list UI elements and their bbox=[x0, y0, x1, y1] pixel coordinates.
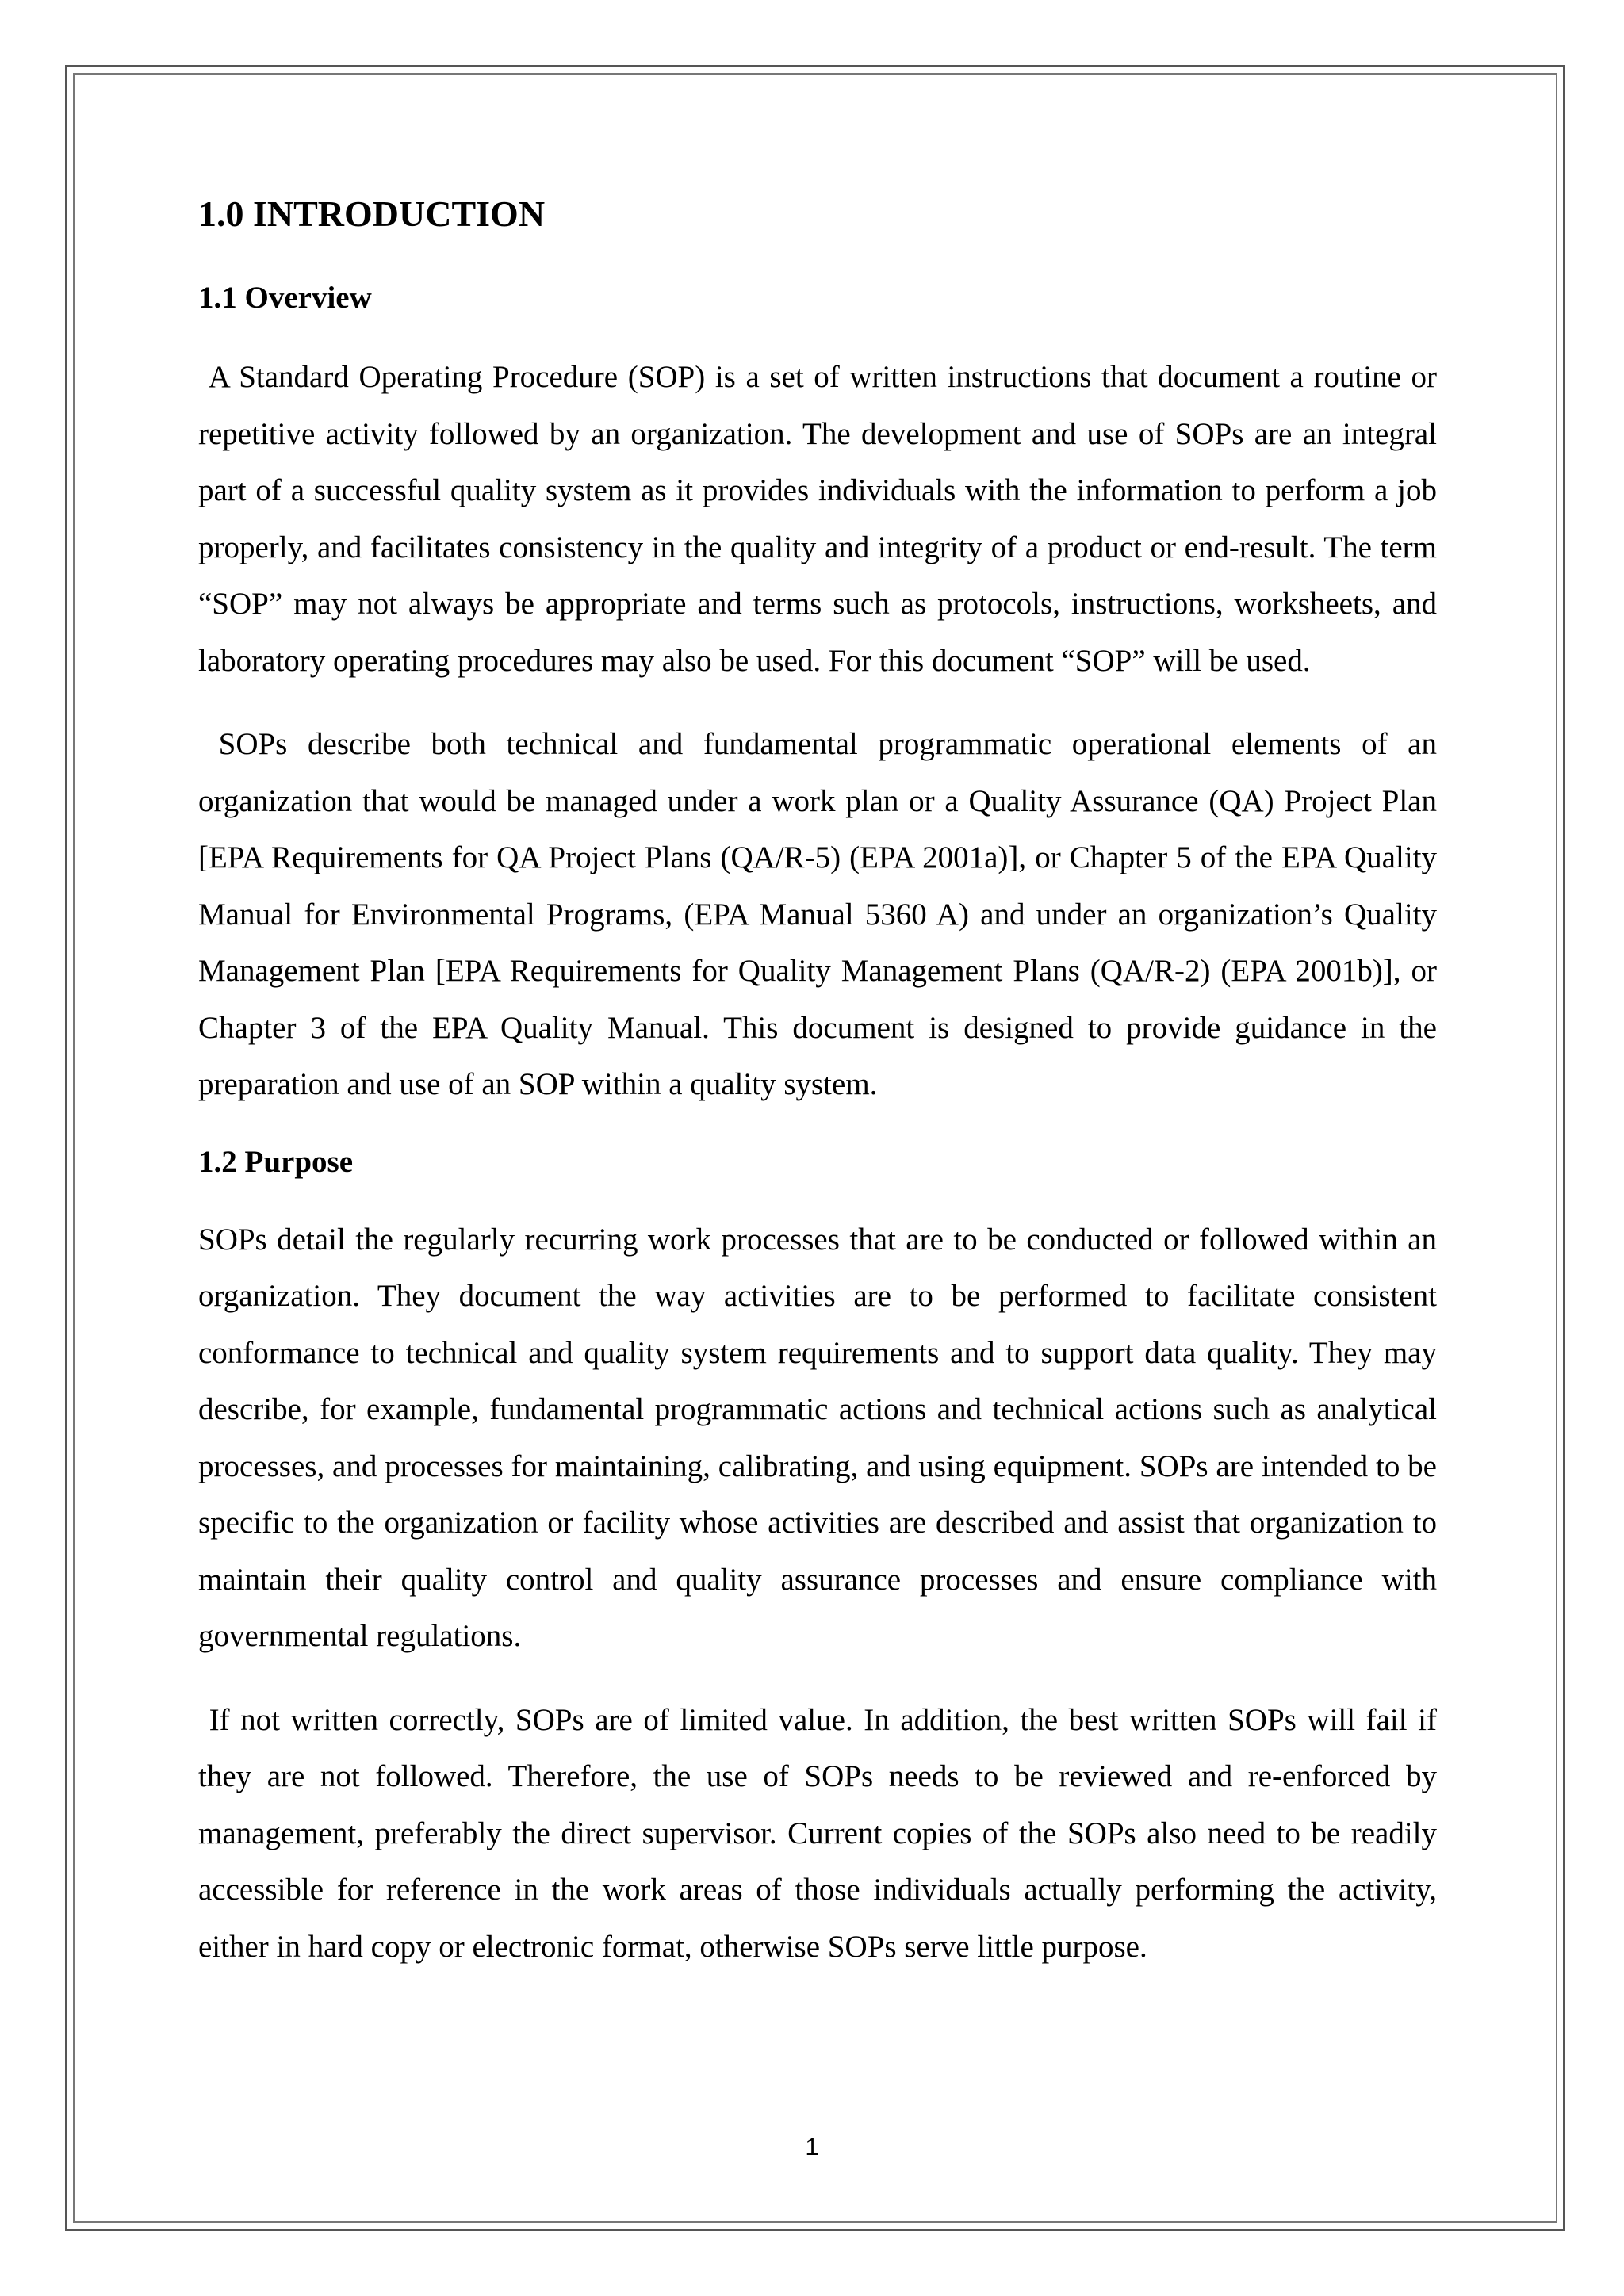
chapter-heading: 1.0 INTRODUCTION bbox=[198, 193, 546, 234]
purpose-paragraph-1: SOPs detail the regularly recurring work processes that are to be conducted or followed within an organization. They document the way activities are to be performed to facilitate consistent conformance to technical and quality system requirements and to support data quality. They may describe, for example, fundamental programmatic actions and technical actions such as analytical processes, and processes for maintaining, calibrating, and using equipment. SOPs are intended to be specific to the organization or facility whose activities are described and assist that organization to maintain their quality control and quality assurance processes and ensure compliance with governmental regulations. bbox=[198, 1222, 1445, 1653]
purpose-paragraph-2: If not written correctly, SOPs are of limited value. In addition, the best written SOPs will fail if they are not followed. Therefore, the use of SOPs needs to be reviewed and re-enforced by management, preferably the direct supervisor. Current copies of the SOPs also need to be readily accessible for reference in the work areas of those individuals actually performing the activity, either in hard copy or electronic format, otherwise SOPs serve little purpose. bbox=[198, 1702, 1445, 1964]
overview-paragraph-2: SOPs describe both technical and fundamental programmatic operational elements of an organization that would be managed under a work plan or a Quality Assurance (QA) Project Plan [EPA Requirements for QA Project Plans (QA/R-5) (EPA 2001a)], or Chapter 5 of the EPA Quality Manual for Environmental Programs, (EPA Manual 5360 A) and under an organization’s Quality Management Plan [EPA Requirements for Quality Management Plans (QA/R-2) (EPA 2001b)], or Chapter 3 of the EPA Quality Manual. This document is designed to provide guidance in the preparation and use of an SOP within a quality system. bbox=[198, 727, 1445, 1101]
page-content bbox=[198, 190, 1445, 1975]
section-heading-purpose: 1.2 Purpose bbox=[198, 1144, 353, 1179]
page-number: 1 bbox=[805, 2133, 819, 2160]
overview-paragraph-1: A Standard Operating Procedure (SOP) is a set of written instructions that document a routine or repetitive activity followed by an organization. The development and use of SOPs are an integral part of a successful quality system as it provides individuals with the information to perform a job properly, and facilitates consistency in the quality and integrity of a product or end-result. The term “SOP” may not always be appropriate and terms such as protocols, instructions, worksheets, and laboratory operating procedures may also be used. For this document “SOP” will be used. bbox=[198, 360, 1445, 678]
section-heading-overview: 1.1 Overview bbox=[198, 281, 372, 315]
